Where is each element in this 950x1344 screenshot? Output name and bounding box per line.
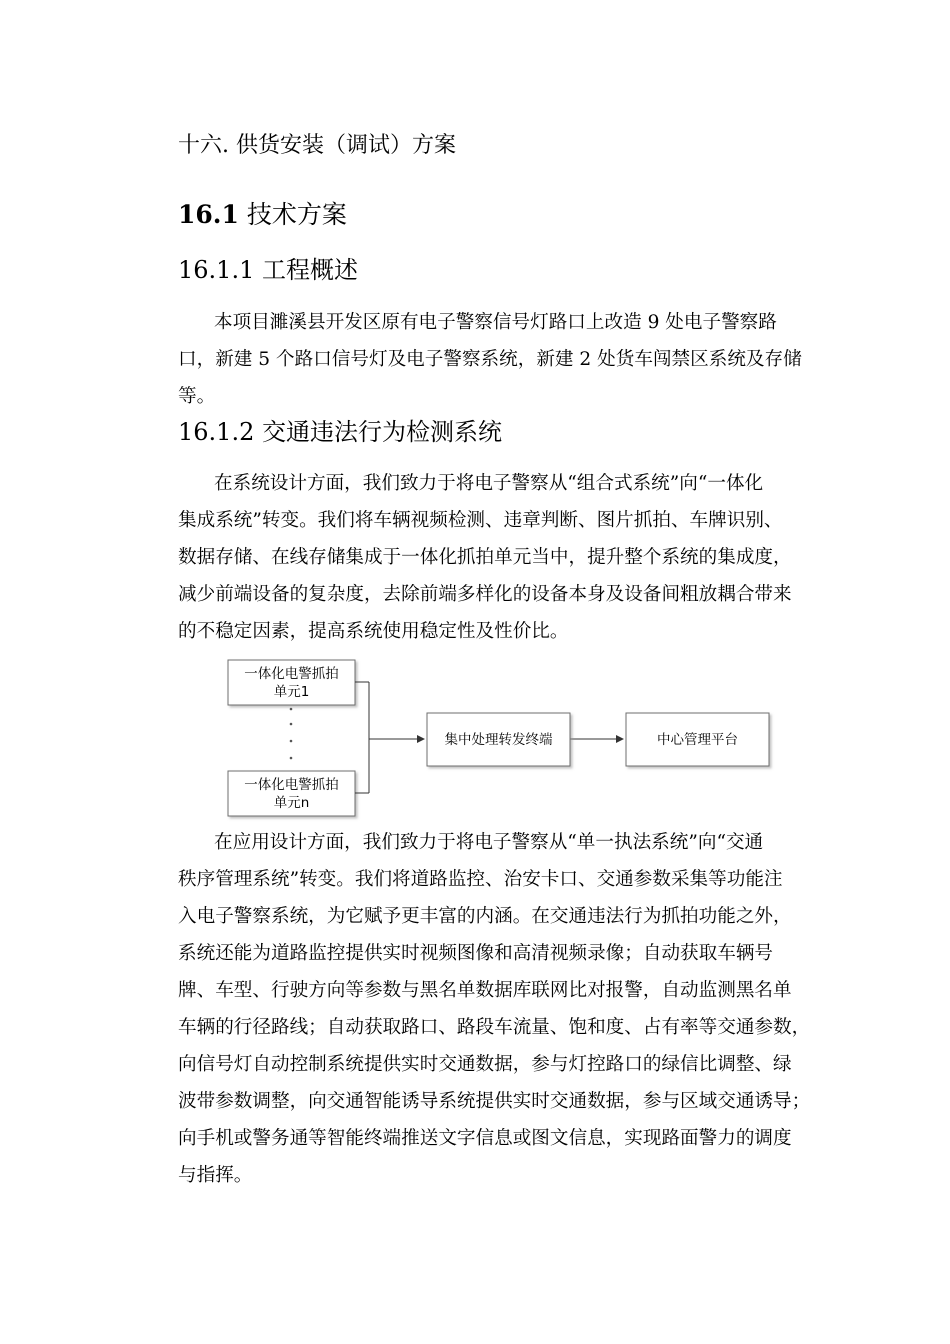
section-number: 16.1 [178,200,239,229]
unit-n-label-line2: 单元n [273,795,310,811]
text-line: 与指挥。 [178,1165,253,1186]
text-line: 等。 [178,386,216,407]
subsection-heading-detection: 16.1.2 交通违法行为检测系统 [178,418,502,446]
section-title: 技术方案 [246,200,347,229]
subsection-heading-overview: 16.1.1 工程概述 [178,256,358,284]
unit-1-label-line2: 单元1 [273,684,310,700]
text-line: 集成系统”转变。我们将车辆视频检测、违章判断、图片抓拍、车牌识别、 [178,510,783,531]
paragraph-overview [178,304,808,415]
center-platform-label: 中心管理平台 [657,732,738,748]
text-line: 数据存储、在线存储集成于一体化抓拍单元当中，提升整个系统的集成度， [178,547,792,568]
ellipsis-dots [290,708,293,760]
paragraph-application-design [178,824,811,1194]
text-line: 秩序管理系统”转变。我们将道路监控、治安卡口、交通参数采集等功能注 [178,869,783,890]
relay-terminal-box [427,713,570,766]
center-platform-box [626,713,769,766]
unit-1-box [228,660,355,705]
text-line: 减少前端设备的复杂度，去除前端多样化的设备本身及设备间粗放耦合带来 [178,584,792,605]
text-line: 向手机或警务通等智能终端推送文字信息或图文信息，实现路面警力的调度 [178,1128,792,1149]
unit-1-label-line1: 一体化电警抓拍 [244,666,339,682]
system-diagram [225,657,775,822]
text-line: 在系统设计方面，我们致力于将电子警察从“组合式系统”向“一体化 [214,473,764,494]
chapter-title: 十六. 供货安装（调试）方案 [178,133,456,158]
text-line: 的不稳定因素，提高系统使用稳定性及性价比。 [178,621,569,642]
unit-n-label-line1: 一体化电警抓拍 [244,777,339,793]
relay-terminal-label: 集中处理转发终端 [444,732,553,748]
text-line: 车辆的行径路线；自动获取路口、路段车流量、饱和度、占有率等交通参数， [178,1017,811,1038]
text-line: 向信号灯自动控制系统提供实时交通数据，参与灯控路口的绿信比调整、绿 [178,1054,792,1075]
section-heading [178,197,347,233]
text-line: 系统还能为道路监控提供实时视频图像和高清视频录像；自动获取车辆号 [178,943,774,964]
text-line: 牌、车型、行驶方向等参数与黑名单数据库联网比对报警，自动监测黑名单 [178,980,792,1001]
text-line: 在应用设计方面，我们致力于将电子警察从“单一执法系统”向“交通 [214,832,764,853]
text-line: 入电子警察系统，为它赋予更丰富的内涵。在交通违法行为抓拍功能之外， [178,906,792,927]
text-line: 本项目濉溪县开发区原有电子警察信号灯路口上改造 9 处电子警察路 [214,312,777,333]
unit-n-box [228,771,355,816]
paragraph-system-design [178,465,808,650]
text-line: 波带参数调整，向交通智能诱导系统提供实时交通数据，参与区域交通诱导； [178,1091,811,1112]
text-line: 口，新建 5 个路口信号灯及电子警察系统，新建 2 处货车闯禁区系统及存储 [178,349,802,370]
